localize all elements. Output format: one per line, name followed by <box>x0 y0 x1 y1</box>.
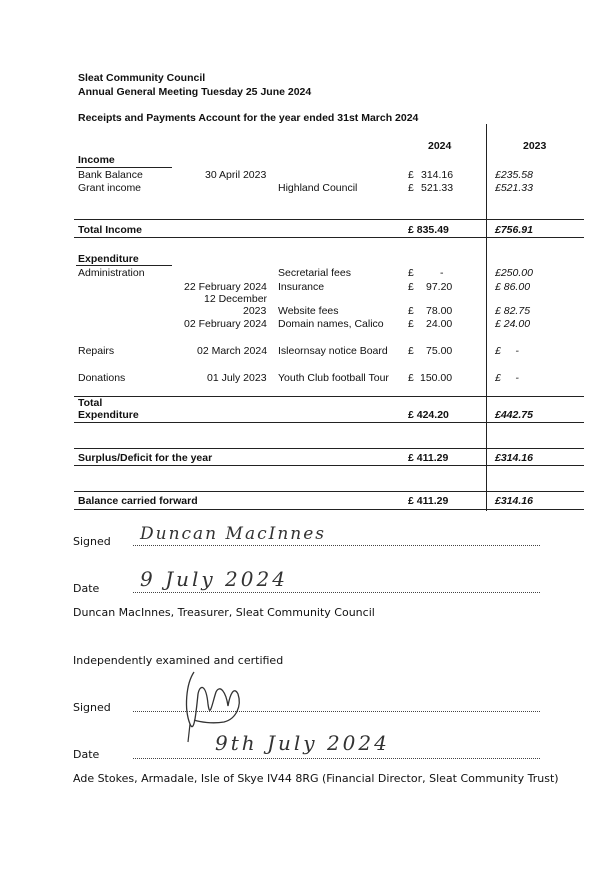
expense-prior-value: £ - <box>495 345 519 357</box>
expense-date: 22 February 2024 <box>184 281 267 293</box>
expenditure-heading: Expenditure <box>78 253 139 265</box>
total-expenditure-prior: £442.75 <box>495 409 533 421</box>
expense-desc: Insurance <box>278 281 325 293</box>
treasurer-date-handwritten: 9 July 2024 <box>140 567 288 591</box>
date-label: Date <box>73 582 100 595</box>
income-desc: Highland Council <box>278 182 358 194</box>
signature-line <box>133 545 540 546</box>
income-label: Grant income <box>78 182 142 194</box>
expense-desc: Youth Club football Tour <box>278 372 389 384</box>
expense-date: 01 July 2023 <box>207 372 267 384</box>
expense-label: Repairs <box>78 345 115 357</box>
income-heading-rule <box>76 167 172 168</box>
expense-label: Administration <box>78 267 145 279</box>
expense-cur-value: 97.20 <box>426 281 453 293</box>
examiner-date-handwritten: 9th July 2024 <box>215 731 390 755</box>
date-line <box>133 592 540 593</box>
expense-cur-value: 78.00 <box>426 305 453 317</box>
income-prior-value: £235.58 <box>495 169 533 181</box>
examiner-date-label: Date <box>73 748 100 761</box>
income-cur-symbol: £ <box>408 182 414 194</box>
surplus-prior: £314.16 <box>495 452 533 464</box>
income-cur-value: 521.33 <box>421 182 454 194</box>
expense-prior-value: £ 24.00 <box>495 318 531 330</box>
income-cur-value: 314.16 <box>421 169 454 181</box>
income-date: 30 April 2023 <box>205 169 267 181</box>
account-title: Receipts and Payments Account for the year ended 31st March 2024 <box>78 112 419 124</box>
rule <box>74 465 584 466</box>
expense-prior-value: £250.00 <box>495 267 533 279</box>
expense-cur-symbol: £ <box>408 281 414 293</box>
total-expenditure-cur: £ 424.20 <box>408 409 449 421</box>
rule <box>74 396 584 397</box>
column-divider <box>486 124 487 511</box>
expense-cur-symbol: £ <box>408 345 414 357</box>
surplus-cur: £ 411.29 <box>408 452 449 464</box>
examiner-signed-label: Signed <box>73 701 111 714</box>
income-label: Bank Balance <box>78 169 143 181</box>
expense-desc: Domain names, Calico <box>278 318 384 330</box>
expense-cur-value: 150.00 <box>420 372 453 384</box>
expense-cur-value: 75.00 <box>426 345 453 357</box>
examiner-date-line <box>133 758 540 759</box>
surplus-label: Surplus/Deficit for the year <box>78 452 213 464</box>
income-cur-symbol: £ <box>408 169 414 181</box>
treasurer-signature: Duncan MacInnes <box>140 524 326 544</box>
expense-cur-value: 24.00 <box>426 318 453 330</box>
total-income-label: Total Income <box>78 224 142 236</box>
expense-cur-symbol: £ <box>408 305 414 317</box>
balance-label: Balance carried forward <box>78 495 198 507</box>
examiner-line: Ade Stokes, Armadale, Isle of Skye IV44 8RG (Financial Director, Sleat Community Trust) <box>73 772 559 785</box>
expense-prior-value: £ 82.75 <box>495 305 531 317</box>
rule <box>74 422 584 423</box>
rule <box>74 448 584 449</box>
expense-cur-symbol: £ <box>408 318 414 330</box>
balance-cur: £ 411.29 <box>408 495 449 507</box>
signed-label: Signed <box>73 535 111 548</box>
examined-label: Independently examined and certified <box>73 654 284 667</box>
treasurer-line: Duncan MacInnes, Treasurer, Sleat Community Council <box>73 606 375 619</box>
expense-cur-symbol: £ <box>408 372 414 384</box>
expense-date: 12 December <box>204 293 268 305</box>
expense-date: 02 February 2024 <box>184 318 267 330</box>
expense-desc: Website fees <box>278 305 339 317</box>
expense-date: 2023 <box>243 305 267 317</box>
expense-date: 02 March 2024 <box>197 345 268 357</box>
total-expenditure-label-1: Total <box>78 397 103 409</box>
income-prior-value: £521.33 <box>495 182 533 194</box>
rule <box>74 219 584 220</box>
expense-prior-value: £ - <box>495 372 519 384</box>
expense-cur-value: - <box>440 267 444 279</box>
total-income-cur: £ 835.49 <box>408 224 449 236</box>
balance-prior: £314.16 <box>495 495 533 507</box>
col-2023: 2023 <box>523 140 547 152</box>
total-expenditure-label-2: Expenditure <box>78 409 139 421</box>
expense-label: Donations <box>78 372 126 384</box>
rule <box>74 237 584 238</box>
rule <box>74 509 584 510</box>
expense-prior-value: £ 86.00 <box>495 281 531 293</box>
expense-desc: Isleornsay notice Board <box>278 345 388 357</box>
meeting-title: Annual General Meeting Tuesday 25 June 2024 <box>78 86 312 98</box>
expense-desc: Secretarial fees <box>278 267 351 279</box>
income-heading: Income <box>78 154 115 166</box>
col-2024: 2024 <box>428 140 452 152</box>
expense-cur-symbol: £ <box>408 267 414 279</box>
total-income-prior: £756.91 <box>495 224 533 236</box>
expenditure-heading-rule <box>76 265 172 266</box>
org-name: Sleat Community Council <box>78 72 206 84</box>
rule <box>74 491 584 492</box>
